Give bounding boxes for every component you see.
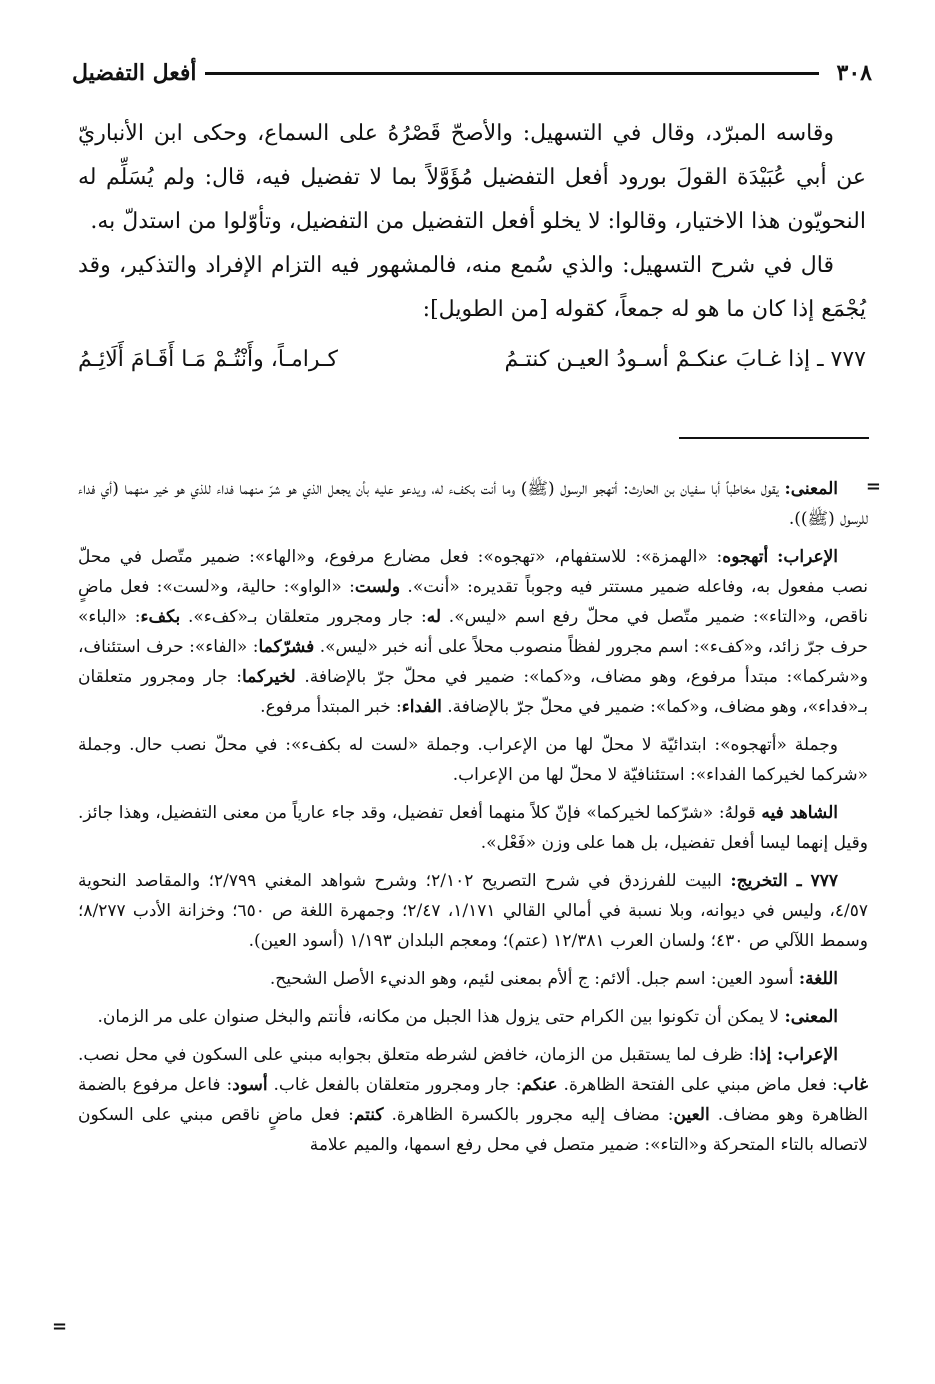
footnote-paragraph (78, 798, 868, 858)
parsed-word: بكفء (140, 607, 181, 627)
continuation-mark: = (865, 476, 881, 497)
footnote-text: قولهُ: «شرّكما لخيركما» فإنّ كلاً منهما أفعل تفضيل، وقد جاء عارياً من معنى التفضيل، وهذا جائز. وقيل إنهما ليسا أفعل تفضيل، بل هما على وزن «فَعْل». (78, 803, 868, 853)
footnote-text: : جار ومجرور متعلقان بـ«فداء»، وهو مضاف، و«كما»: ضمير في محلّ جرّ بالإضافة. (78, 667, 868, 717)
footnote-text: : مضاف إليه مجرور بالكسرة الظاهرة. (383, 1105, 674, 1125)
footnote-text: : ظرف لما يستقبل من الزمان، خافض لشرطه متعلق بجوابه مبني على السكون في محل نصب. (78, 1045, 755, 1065)
parsed-word: الفداء (401, 697, 442, 717)
footnote-paragraph (78, 964, 868, 994)
footnote-label: الإعراب: (777, 1045, 839, 1065)
verse-second-hemistich: كـرامـاً، وأَنْتُـمْ مَـا أَقَـامَ أَلَائِـمُ (78, 347, 338, 372)
footnote-text: يقول مخاطباً أبا سفيان بن الحارث: أتهجو الرسول (ﷺ) وما أنت بكفء له، ويدعو عليه بأن يجعل الذي هو شرّ منهما فداء للذي هو خير منهما (أي فداء للرسول (ﷺ)). (78, 479, 868, 529)
footnote-paragraph (78, 1002, 868, 1032)
chapter-title: أفعل التفضيل (72, 60, 197, 86)
header-rule (205, 72, 819, 75)
main-text (78, 112, 866, 382)
footnote-text: : «الهمزة»: للاستفهام، «تهجوه»: فعل مضارع مرفوع، و«الهاء»: ضمير متّصل في محلّ نصب مفعول به، وفاعله ضمير مستتر فيه وجوباً تقديره: «أنت». (78, 547, 868, 597)
footnotes (78, 474, 868, 1168)
footnote-paragraph (78, 866, 868, 956)
paragraph: وقاسه المبرّد، وقال في التسهيل: والأصحّ قَصْرُهُ على السماع، وحكى ابن الأنباريّ عن أبي عُبَيْدَة القولَ بورود أفعل التفضيل مُؤَوَّلاً بما لا تفضيل فيه، قال: ولم يُسَلِّم له النحويّون هذا الاختيار، وقالوا: لا يخلو أفعل التفضيل من التفضيل، وتأوّلوا من استدلّ به. (78, 121, 866, 234)
parsed-word: إذا (754, 1045, 772, 1065)
parsed-word: له (426, 607, 442, 627)
footnote-paragraph (78, 1040, 868, 1160)
footnote-text: : «الباء» حرف جرّ زائد، و«كفء»: اسم مجرور لفظاً منصوب محلاً على أنه خبر «ليس». (78, 607, 868, 657)
footnote-label: الإعراب: (777, 547, 839, 567)
footnote-label: الشاهد فيه (761, 803, 838, 823)
verse-first-hemistich: ٧٧٧ ـ إذا غـابَ عنكـمْ أسـودُ العيـن كنتـمُ (504, 347, 866, 372)
paragraph: قال في شرح التسهيل: والذي سُمع منه، فالمشهور فيه التزام الإفراد والتذكير، وقد يُجْمَع إذا كان ما هو له جمعاً، كقوله [من الطويل]: (78, 253, 866, 322)
footnote-paragraph (78, 474, 868, 534)
page-header (72, 56, 872, 90)
footnote-text: : جار ومجرور متعلقان بـ«كفء». (180, 607, 427, 627)
footnote-label: ٧٧٧ ـ التخريج: (730, 871, 838, 891)
parsed-word: لخيركما (241, 667, 296, 687)
parsed-word: ولست (354, 577, 401, 597)
footnote-text: : فاعل مرفوع بالضمة الظاهرة وهو مضاف. (78, 1075, 868, 1125)
parsed-word: أسود (232, 1075, 268, 1095)
parsed-word: فشرّكما (258, 637, 315, 657)
footnote-text: لا يمكن أن تكونوا بين الكرام حتى يزول هذا الجبل من مكانه، فأنتم والبخل صنوان على مر الزمان. (97, 1007, 780, 1027)
footnote-text: : فعل ماض مبني على الفتحة الظاهرة. (557, 1075, 838, 1095)
footnote-text: : خبر المبتدأ مرفوع. (260, 697, 402, 717)
footnote-text: : جار ومجرور متعلقان بالفعل غاب. (267, 1075, 522, 1095)
footnote-label: اللغة: (798, 969, 838, 989)
parsed-word: كنتم (353, 1105, 384, 1125)
continuation-mark: = (52, 1316, 68, 1337)
footnote-text: : «الواو»: حالية، و«لست»: فعل ماضٍ ناقص، و«التاء»: ضمير متّصل في محلّ رفع اسم «ليس». (78, 577, 868, 627)
footnote-label: المعنى: (784, 1007, 838, 1027)
footnote-paragraph: وجملة «أتهجوه»: ابتدائيّة لا محلّ لها من الإعراب. وجملة «لست له بكفء»: في محلّ نصب حال. وجملة «شركما لخيركما الفداء»: استئنافيّة لا محلّ لها من الإعراب. (78, 735, 868, 785)
footnote-text: أسود العين: اسم جبل. ألائم: ج ألأم بمعنى لئيم، وهو الدنيء الأصل الشحيح. (269, 969, 794, 989)
parsed-word: غاب (837, 1075, 868, 1095)
page-number: ٣٠٨ (836, 60, 872, 86)
parsed-word: أتهجوه (722, 547, 769, 567)
footnote-text: البيت للفرزدق في شرح التصريح ٢/١٠٢؛ وشرح شواهد المغني ٢/٧٩٩؛ والمقاصد النحوية ٤/٥٧، وليس في ديوانه، وبلا نسبة في أمالي القالي ١/١٧١، ٢/٤٧؛ وجمهرة اللغة ص ٦٥٠؛ وخزانة الأدب ٨/٢٧٧؛ وسمط اللآلي ص ٤٣٠؛ ولسان العرب ١٢/٣٨١ (عتم)؛ ومعجم البلدان ١/١٩٣ (أسود العين). (78, 871, 869, 951)
footnote-label: المعنى: (784, 479, 838, 499)
footnote-text: : فعل ماضٍ ناقص مبني على السكون لاتصاله بالتاء المتحركة و«التاء»: ضمير متصل في محل رفع اسمها، والميم علامة (78, 1105, 868, 1155)
poetry-verse (78, 338, 866, 382)
footnote-paragraph (78, 542, 868, 722)
parsed-word: العين (673, 1105, 710, 1125)
footnote-separator (679, 437, 869, 439)
footnote-text: : «الفاء»: حرف استئناف، و«شركما»: مبتدأ مرفوع، وهو مضاف، و«كما»: ضمير في محلّ جرّ بالإضافة. (78, 637, 868, 687)
parsed-word: عنكم (521, 1075, 558, 1095)
